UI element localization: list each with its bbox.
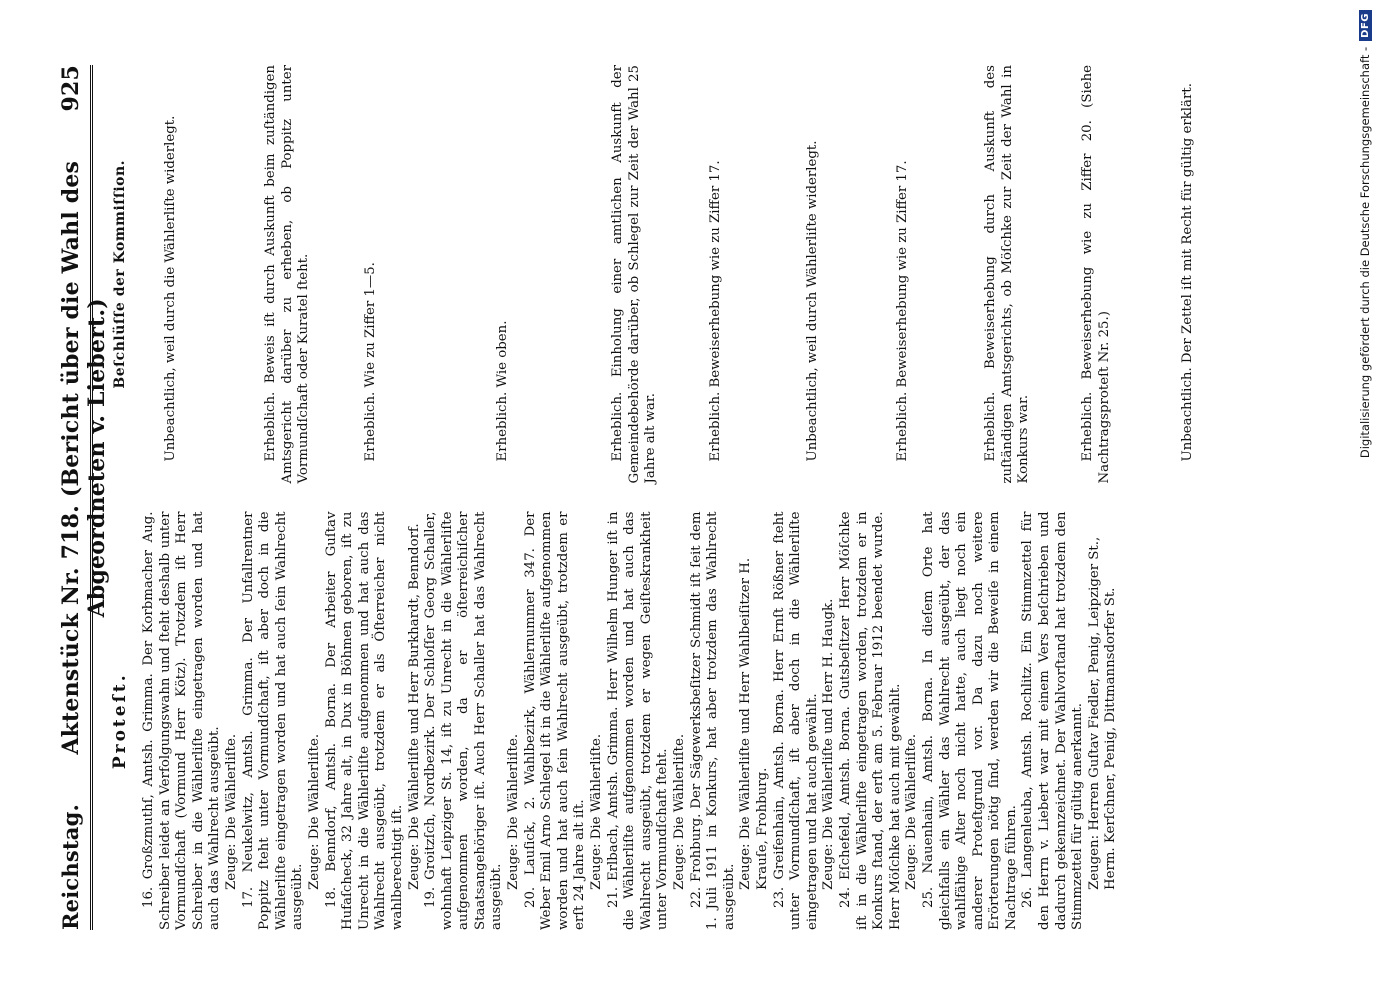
protest-entry bbox=[423, 512, 523, 931]
entry-text: 24. Eſchefeld, Amtsh. Borna. Gutsbeſitzer Herr Möſchke iſt in die Wählerliſte eingetragen worden, trotzdem er in Konkurs ſtand, der erſt am 5. Februar 1912 beendet wurde. Herr Möſchke hat auch mit gewählt. bbox=[837, 511, 903, 930]
protest-entry bbox=[523, 512, 606, 931]
protest-entry bbox=[1020, 512, 1120, 931]
entry-witness: Zeuge: Die Wählerliſte. bbox=[904, 733, 920, 890]
entry-witness: Zeugen: Herren Guſtav Fiedler, Penig, Leipziger St., Herm. Kerſchner, Penig, Dittmannsdorfer St. bbox=[1086, 536, 1119, 890]
decision-18: Erheblich. Wie zu Ziffer 1—5. bbox=[363, 262, 378, 462]
entry-witness: Zeuge: Die Wählerliſte. bbox=[306, 733, 322, 890]
header-title: Aktenstück Nr. 718. (Bericht über die Wahl des Abgeordneten v. Liebert.) bbox=[58, 160, 110, 755]
funding-note bbox=[1352, 10, 1378, 990]
protest-column bbox=[105, 498, 1120, 931]
page-number: 925 bbox=[58, 65, 84, 112]
decision-23: Erheblich. Beweiserhebung wie zu Ziffer 17. bbox=[895, 160, 910, 462]
protest-column-title: Proteſt. bbox=[110, 672, 130, 770]
entry-witness: Zeuge: Die Wählerliſte und Herr Wahlbeiſitzer H. Krauſe, Frohburg. bbox=[738, 557, 770, 890]
commission-column-title: Beſchlüſſe der Kommiſſion. bbox=[112, 159, 128, 389]
page-header bbox=[58, 65, 110, 930]
decision-19: Erheblich. Wie oben. bbox=[495, 320, 510, 462]
entry-witness: Zeuge: Die Wählerliſte. bbox=[589, 733, 605, 890]
decision-26: Unbeachtlich. Der Zettel iſt mit Recht für gültig erklärt. bbox=[1180, 83, 1195, 462]
entry-text: 25. Nauenhain, Amtsh. Borna. In dieſem Orte hat gleichfalls ein Wähler das Wahlrecht ausgeübt, der das wahlfähige Alter noch nicht hatte, auch liegt noch ein anderer Proteſtgrund vor. Da dazu noch weitere Erörterungen nötig ſind, werden wir die Beweiſe in einem Nachtrage führen. bbox=[920, 511, 1019, 930]
protest-entry bbox=[689, 512, 772, 931]
dfg-logo: DFG bbox=[1359, 10, 1372, 41]
protest-entry bbox=[606, 512, 689, 931]
entry-witness: Zeuge: Die Wählerliſte. bbox=[223, 733, 239, 890]
entry-text: 21. Erlbach, Amtsh. Grimma. Herr Wilhelm Hunger iſt in die Wählerliſte aufgenommen worden und hat auch das Wahlrecht ausgeübt, trotzdem er wegen Geiſteskrankheit unter Vormundſchaft ſteht. bbox=[605, 511, 671, 930]
document-page bbox=[58, 55, 1300, 940]
decision-21: Erheblich. Beweiserhebung wie zu Ziffer 17. bbox=[708, 160, 723, 462]
entry-witness: Zeuge: Die Wählerliſte und Herr H. Haugk. bbox=[821, 598, 837, 890]
protest-entry bbox=[921, 512, 1021, 931]
entry-text: 16. Großzmuthſ, Amtsh. Grimma. Der Korbmacher Aug. Schreiber leidet an Verfolgungswahn und ſteht deshalb unter Vormundſchaft (Vormund Herr Kötz). Trotzdem iſt Herr Schreiber in die Wählerliſte eingetragen worden und hat auch das Wahlrecht ausgeübt. bbox=[141, 511, 223, 930]
entry-text: 26. Langenleuba, Amtsh. Rochlitz. Ein Stimmzettel für den Herrn v. Liebert war mit einem Vers beſchrieben und dadurch gekennzeichnet. Der Wahlvorſtand hat trotzdem den Stimmzettel für gültig anerkannt. bbox=[1020, 511, 1086, 930]
decision-24: Erheblich. Beweiserhebung durch Auskunft des zuſtändigen Amtsgerichts, ob Möſchke zur Zeit der Wahl in Konkurs war. bbox=[983, 65, 1032, 484]
decision-17: Erheblich. Beweis iſt durch Auskunft beim zuſtändigen Amtsgericht darüber zu erheben, ob Poppitz unter Vormundſchaft oder Kuratel ſteht. bbox=[263, 65, 312, 484]
entry-text: 23. Greifenhain, Amtsh. Borna. Herr Ernſt Rößner ſteht unter Vormundſchaft, iſt aber doch in die Wählerliſte eingetragen und hat auch gewählt. bbox=[771, 511, 820, 930]
entry-text: 22. Frohburg. Der Sägewerksbeſitzer Schmidt iſt ſeit dem 1. Juli 1911 in Konkurs, hat aber trotzdem das Wahlrecht ausgeübt. bbox=[688, 511, 737, 930]
entry-text: 18. Benndorf, Amtsh. Borna. Der Arbeiter Guſtav Hufaſcheck, 32 Jahre alt, in Dux in Böhmen geboren, iſt zu Unrecht in die Wählerliſte aufgenommen und hat auch das Wahlrecht ausgeübt, trotzdem er als Öſterreicher nicht wahlberechtigt iſt. bbox=[323, 511, 405, 930]
entry-text: 20. Lauſick, 2. Wahlbezirk, Wählernummer 347. Der Weber Emil Arno Schlegel iſt in die Wählerliſte aufgenommen worden und hat auch ſein Wahlrecht ausgeübt, trotzdem er erſt 24 Jahre alt iſt. bbox=[522, 511, 588, 930]
protest-entry bbox=[141, 512, 241, 931]
protest-entry bbox=[772, 512, 838, 931]
decision-25: Erheblich. Beweiserhebung wie zu Ziffer 20. (Siehe Nachtragsproteſt Nr. 25.) bbox=[1080, 65, 1112, 484]
funding-note-text: Digitalisierung gefördert durch die Deutsche Forschungsgemeinschaft - bbox=[1358, 46, 1372, 459]
decision-22: Unbeachtlich, weil durch Wählerliſte widerlegt. bbox=[805, 140, 820, 462]
protest-entry bbox=[324, 512, 424, 931]
entry-witness: Zeuge: Die Wählerliſte. bbox=[506, 733, 522, 890]
protest-entry bbox=[241, 512, 324, 931]
entry-text: 17. Neukelwitz, Amtsh. Grimma. Der Unfallrentner Poppitz ſteht unter Vormundſchaft, iſt aber doch in die Wählerliſte eingetragen worden und hat auch ſein Wahlrecht ausgeübt. bbox=[240, 511, 306, 930]
decision-20: Erheblich. Einholung einer amtlichen Auskunft der Gemeindebehörde darüber, ob Schlegel zur Zeit der Wahl 25 Jahre alt war. bbox=[610, 65, 659, 484]
commission-column bbox=[105, 65, 1195, 498]
header-left: Reichstag. bbox=[58, 804, 83, 930]
two-column-body bbox=[105, 65, 1195, 930]
entry-witness: Zeuge: Die Wählerliſte. bbox=[672, 733, 687, 890]
decision-16: Unbeachtlich, weil durch die Wählerliſte widerlegt. bbox=[163, 115, 178, 462]
protest-entry bbox=[838, 512, 921, 931]
entry-witness: Zeuge: Die Wählerliſte und Herr Burkhardt, Benndorf. bbox=[406, 523, 422, 890]
entry-text: 19. Groitzſch, Nordbezirk. Der Schloſſer Georg Schaller, wohnhaft Leipziger St. 14, iſt zu Unrecht in die Wählerliſte aufgenommen worden, da er öſterreichiſcher Staatsangehöriger iſt. Auch Herr Schaller hat das Wahlrecht ausgeübt. bbox=[423, 511, 505, 930]
